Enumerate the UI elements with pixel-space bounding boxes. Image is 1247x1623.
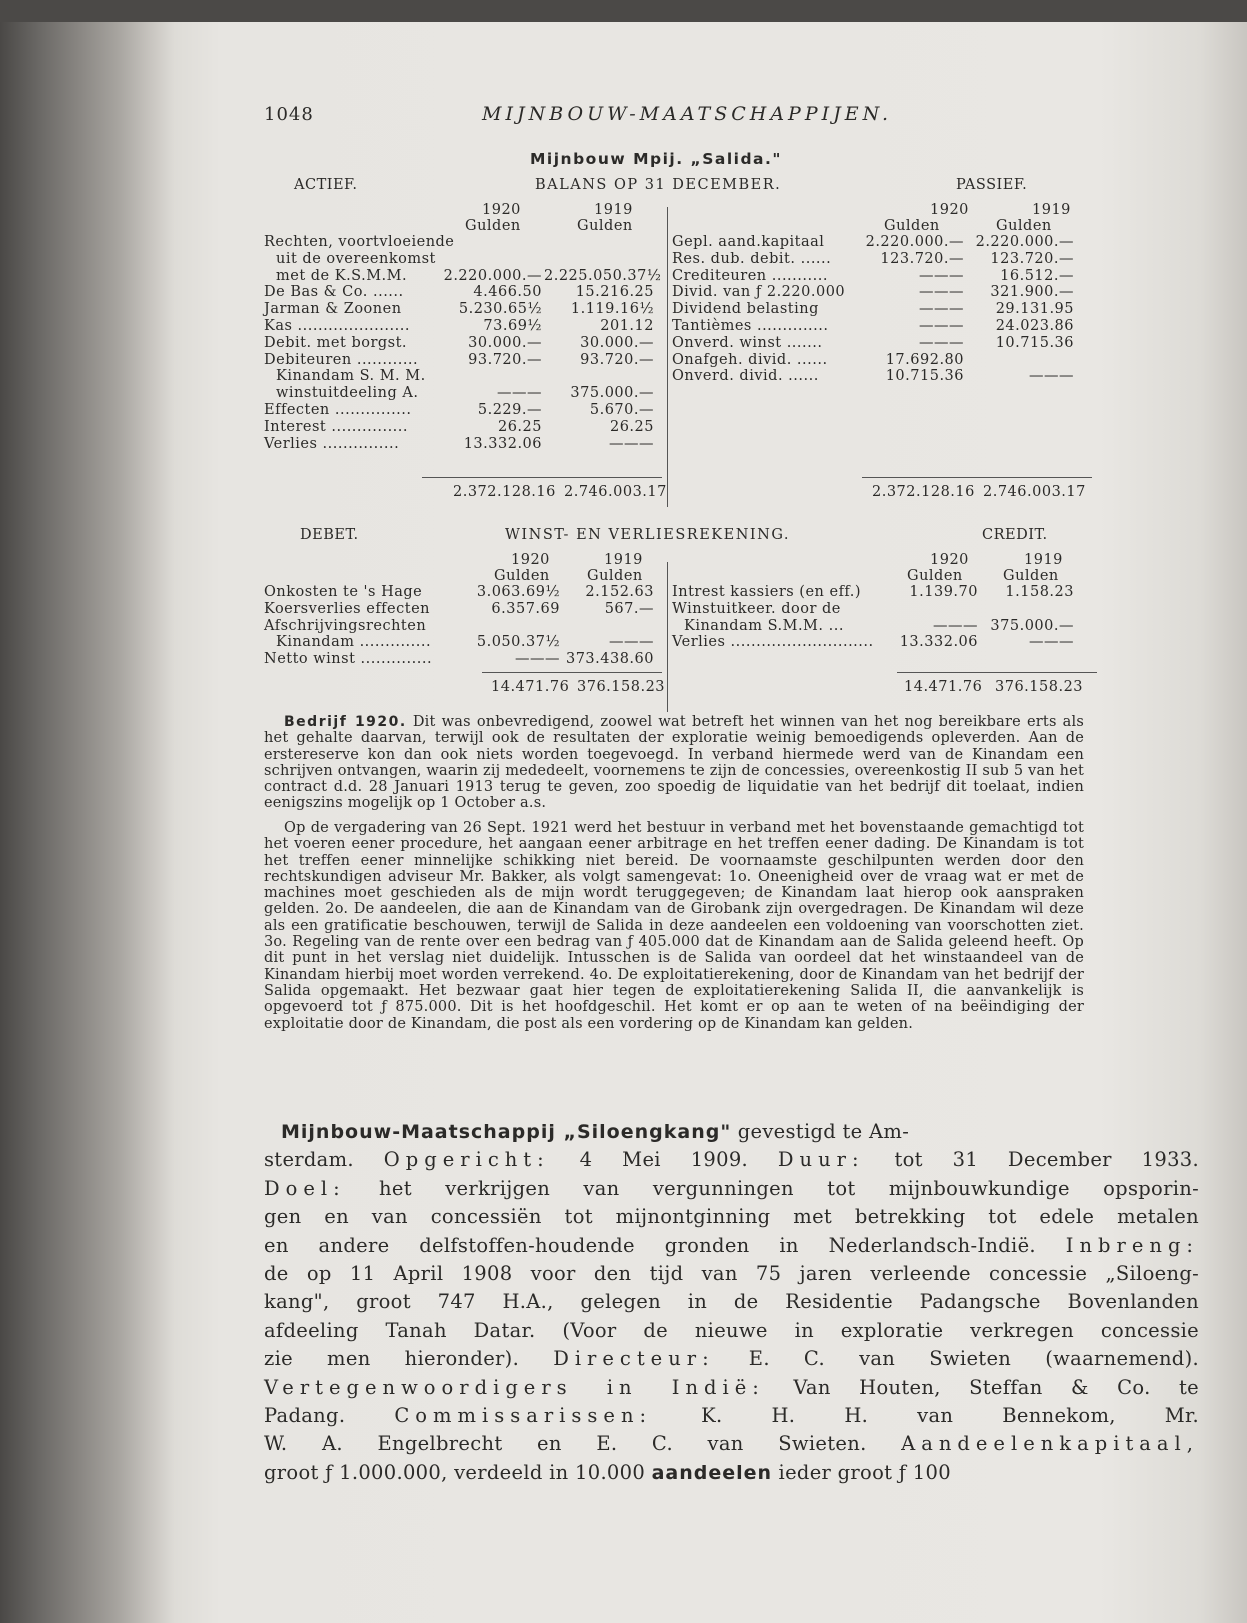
siloengkang-line: en andere delfstoffen-houdende gronden in Nederlandsch-Indië. Inbreng: — [264, 1233, 1199, 1257]
row-label: Kinandam .............. — [276, 634, 432, 651]
row-value-1919: 321.900.— — [990, 284, 1074, 301]
col-unit: Gulden — [494, 568, 550, 584]
book-page — [152, 22, 1247, 1623]
col-unit: Gulden — [465, 218, 521, 234]
row-value-1919: 375.000.— — [990, 617, 1074, 634]
salida-title: Mijnbouw Mpij. „Salida." — [530, 150, 782, 168]
siloengkang-line: Padang. Commissarissen: K. H. H. van Bennekom, Mr. — [264, 1404, 1199, 1428]
row-value-1920: 5.229.— — [477, 402, 542, 418]
row-value-1920: 5.050.37½ — [476, 634, 560, 651]
col-unit: Gulden — [996, 218, 1052, 234]
row-label: Crediteuren ........... — [672, 267, 828, 284]
row-label: Onverd. divid. ...... — [672, 368, 819, 385]
row-value-1919: 30.000.— — [580, 334, 654, 351]
siloengkang-line: kang", groot 747 H.A., gelegen in de Residentie Padangsche Bovenlanden — [264, 1290, 1199, 1314]
col-unit: Gulden — [587, 568, 643, 584]
siloengkang-line: Doel: het verkrijgen van vergunningen tot mijnbouwkundige opsporin- — [264, 1176, 1199, 1200]
row-label: Tantièmes .............. — [672, 318, 829, 334]
row-label: Res. dub. debit. ...... — [672, 250, 832, 267]
row-value-1919: 2.225.050.37½ — [544, 267, 662, 284]
row-value-1919: 2.152.63 — [585, 584, 654, 600]
row-value-1920: ——— — [919, 334, 964, 351]
col-unit: Gulden — [884, 218, 940, 234]
actief-label: ACTIEF. — [294, 177, 358, 193]
total-rule — [862, 477, 1092, 478]
row-value-1919: 93.720.— — [580, 351, 654, 368]
row-value-1920: 2.220.000.— — [443, 267, 542, 284]
row-value-1920: 30.000.— — [468, 334, 542, 351]
row-value-1919: 373.438.60 — [565, 651, 654, 668]
col-year-1920: 1920 — [930, 202, 969, 218]
total-rule — [482, 672, 662, 673]
col-year-1919: 1919 — [594, 202, 633, 218]
siloengkang-line: W. A. Engelbrecht en E. C. van Swieten. Aandeelenkapitaal, — [264, 1432, 1199, 1456]
center-rule — [667, 207, 668, 507]
col-year-1919: 1919 — [604, 552, 643, 568]
actief-total-1920: 2.372.128.16 — [453, 484, 556, 500]
passief-total-1919: 2.746.003.17 — [983, 484, 1086, 500]
row-value-1919: 375.000.— — [570, 385, 654, 402]
row-value-1920: 3.063.69½ — [476, 584, 560, 600]
row-label: De Bas & Co. ...... — [264, 284, 404, 301]
credit-label: CREDIT. — [982, 527, 1048, 543]
debet-total-1920: 14.471.76 — [491, 679, 570, 695]
siloengkang-line: Vertegenwoordigers in Indië: Van Houten, Steffan & Co. te — [264, 1375, 1199, 1399]
balance-heading: BALANS OP 31 DECEMBER. — [535, 177, 782, 193]
siloengkang-line: de op 11 April 1908 voor den tijd van 75 jaren verleende concessie „Siloeng- — [264, 1262, 1199, 1286]
col-unit: Gulden — [577, 218, 633, 234]
debet-label: DEBET. — [300, 527, 359, 543]
row-value-1919: 26.25 — [609, 418, 654, 435]
col-unit: Gulden — [907, 568, 963, 584]
row-label: Afschrijvingsrechten — [264, 617, 427, 634]
passief-label: PASSIEF. — [956, 177, 1028, 193]
actief-total-1919: 2.746.003.17 — [564, 484, 667, 500]
row-label: Winstuitkeer. door de — [672, 600, 841, 617]
row-value-1919: 15.216.25 — [575, 284, 654, 301]
row-label: Kinandam S.M.M. ... — [684, 617, 844, 634]
passief-total-1920: 2.372.128.16 — [872, 484, 975, 500]
page-number: 1048 — [264, 104, 314, 125]
siloengkang-lines — [264, 1146, 1199, 1487]
siloengkang-line: zie men hieronder). Directeur: E. C. van Swieten (waarnemend). — [264, 1347, 1199, 1371]
pl-heading: WINST- EN VERLIESREKENING. — [505, 527, 790, 543]
row-label: Verlies ............... — [264, 435, 400, 452]
row-label: Netto winst .............. — [264, 651, 433, 668]
row-label: uit de overeenkomst — [276, 250, 436, 267]
row-label: Jarman & Zoonen — [264, 301, 402, 318]
row-value-1920: ——— — [919, 318, 964, 334]
row-value-1919: 1.158.23 — [1005, 584, 1074, 600]
row-label: Debit. met borgst. — [264, 334, 408, 351]
row-label: met de K.S.M.M. — [276, 267, 408, 284]
col-year-1920: 1920 — [482, 202, 521, 218]
row-label: Divid. van ƒ 2.220.000 — [672, 284, 846, 301]
row-value-1919: 5.670.— — [589, 402, 654, 418]
row-value-1919: 201.12 — [600, 318, 654, 334]
row-value-1920: 13.332.06 — [899, 634, 978, 651]
row-value-1920: 10.715.36 — [885, 368, 964, 385]
col-unit: Gulden — [1003, 568, 1059, 584]
bedrijf-heading: Bedrijf 1920. — [284, 714, 407, 730]
row-value-1920: 26.25 — [497, 418, 542, 435]
row-label: Onafgeh. divid. ...... — [672, 351, 828, 368]
row-label: Onkosten te 's Hage — [264, 584, 423, 600]
row-value-1920: 13.332.06 — [463, 435, 542, 452]
row-label: Dividend belasting — [672, 301, 819, 318]
debet-total-1919: 376.158.23 — [577, 679, 666, 695]
row-value-1920: 4.466.50 — [473, 284, 542, 301]
row-value-1920: 73.69½ — [483, 318, 542, 334]
row-value-1919: 24.023.86 — [995, 318, 1074, 334]
row-value-1920: ——— — [515, 651, 560, 668]
siloengkang-line: groot ƒ 1.000.000, verdeeld in 10.000 aandeelen ieder groot ƒ 100 — [264, 1460, 951, 1484]
row-value-1919: 16.512.— — [1000, 267, 1074, 284]
total-rule — [897, 672, 1097, 673]
row-value-1920: ——— — [497, 385, 542, 402]
row-label: Onverd. winst ....... — [672, 334, 823, 351]
row-value-1920: ——— — [919, 301, 964, 318]
row-value-1919: 567.— — [604, 600, 654, 617]
credit-total-1919: 376.158.23 — [995, 679, 1084, 695]
row-value-1920: 5.230.65½ — [458, 301, 542, 318]
row-value-1920: 2.220.000.— — [865, 234, 964, 250]
row-value-1919: ——— — [1029, 368, 1074, 385]
row-value-1919: ——— — [609, 435, 654, 452]
row-label: Interest ............... — [264, 418, 409, 435]
col-year-1919: 1919 — [1032, 202, 1071, 218]
row-label: Koersverlies effecten — [264, 600, 430, 617]
row-value-1920: 6.357.69 — [491, 600, 560, 617]
siloengkang-first-line — [264, 1118, 1199, 1146]
credit-total-1920: 14.471.76 — [904, 679, 983, 695]
row-value-1920: 1.139.70 — [909, 584, 978, 600]
row-label: Rechten, voortvloeiende — [264, 234, 455, 250]
center-rule — [667, 562, 668, 712]
row-value-1919: ——— — [609, 634, 654, 651]
row-value-1919: 123.720.— — [990, 250, 1074, 267]
row-value-1920: 123.720.— — [880, 250, 964, 267]
row-label: Intrest kassiers (en eff.) — [672, 584, 862, 600]
row-value-1919: 29.131.95 — [995, 301, 1074, 318]
row-value-1920: ——— — [919, 284, 964, 301]
row-label: Kas ...................... — [264, 318, 410, 334]
siloengkang-line: afdeeling Tanah Datar. (Voor de nieuwe in exploratie verkregen concessie — [264, 1318, 1199, 1342]
row-value-1920: 93.720.— — [468, 351, 542, 368]
vergadering-paragraph: Op de vergadering van 26 Sept. 1921 werd het bestuur in verband met het bovenstaande gemachtigd tot het voeren eener procedure, het aangaan eener arbitrage en het treffen eener dading. De Kinandam is tot het treffen eener minnelijke schikking niet bereid. De voornaamste geschilpunten werden door den rechtskundigen adviseur Mr. Bakker, als volgt samengevat: 1o. Oneenigheid over de vraag wat er met de machines moet geschieden als de mijn wordt teruggegeven; de Kinandam laat hierop ook aanspraken gelden. 2o. De aandeelen, die aan de Kinandam van de Girobank zijn overgedragen. De Kinandam wil deze als een gratificatie beschouwen, terwijl de Salida in deze aandeelen een voldoening van voorschotten ziet. 3o. Regeling van de rente over een bedrag van ƒ 405.000 dat de Kinandam aan de Salida geleend heeft. Op dit punt in het verslag niet duidelijk. Intusschen is de Salida van oordeel dat het winstaandeel van de Kinandam hierbij moet worden verrekend. 4o. De exploitatierekening, door de Kinandam van het bedrijf der Salida opgemaakt. Het bezwaar gaat hier tegen de exploitatierekening Salida II, die aanvankelijk is opgevoerd tot ƒ 875.000. Dit is het hoofdgeschil. Het komt er op aan te weten of na beëindiging der exploitatie door de Kinandam, die post als een vordering op de Kinandam kan gelden. — [264, 820, 1084, 1032]
col-year-1920: 1920 — [511, 552, 550, 568]
row-value-1919: 10.715.36 — [995, 334, 1074, 351]
col-year-1920: 1920 — [930, 552, 969, 568]
row-value-1920: ——— — [919, 267, 964, 284]
row-value-1919: 2.220.000.— — [975, 234, 1074, 250]
row-label: Gepl. aand.kapitaal — [672, 234, 825, 250]
col-year-1919: 1919 — [1024, 552, 1063, 568]
bedrijf-text: Dit was onbevredigend, zoowel wat betreft het winnen van het nog bereikbare erts als het gehalte daarvan, terwijl ook de resultaten der exploratie weinig bemoedigends opleverden. Aan de erstereserve kon dan ook niets worden toegevoegd. In verband hiermede werd van de Kinandam een schrijven ontvangen, waarin zij mededeelt, voornemens te zijn de concessies, overeenkostig II sub 5 van het contract d.d. 28 Januari 1913 terug te geven, zoo spoedig de liquidatie van het bedrijf dit toelaat, indien eenigszins mogelijk op 1 October a.s. — [264, 714, 1085, 812]
row-value-1919: ——— — [1029, 634, 1074, 651]
row-label: Kinandam S. M. M. — [276, 368, 426, 385]
row-value-1920: 17.692.80 — [885, 351, 964, 368]
row-label: winstuitdeeling A. — [276, 385, 419, 402]
row-value-1920: ——— — [933, 617, 978, 634]
siloengkang-company-name: Mijnbouw-Maatschappij „Siloengkang" — [281, 1121, 732, 1143]
running-title: MIJNBOUW-MAATSCHAPPIJEN. — [482, 103, 893, 125]
row-value-1919: 1.119.16½ — [570, 301, 654, 318]
row-label: Verlies ............................ — [672, 634, 874, 651]
siloengkang-section — [264, 1118, 1199, 1487]
siloengkang-first-line-rest: gevestigd te Am- — [737, 1120, 910, 1143]
siloengkang-line: gen en van concessiën tot mijnontginning met betrekking tot edele metalen — [264, 1205, 1199, 1229]
scanner-edge — [0, 0, 1247, 22]
row-label: Effecten ............... — [264, 402, 412, 418]
total-rule — [422, 477, 662, 478]
siloengkang-line: sterdam. Opgericht: 4 Mei 1909. Duur: tot 31 December 1933. — [264, 1148, 1199, 1172]
bedrijf-paragraph — [264, 714, 1084, 812]
row-label: Debiteuren ............ — [264, 351, 419, 368]
